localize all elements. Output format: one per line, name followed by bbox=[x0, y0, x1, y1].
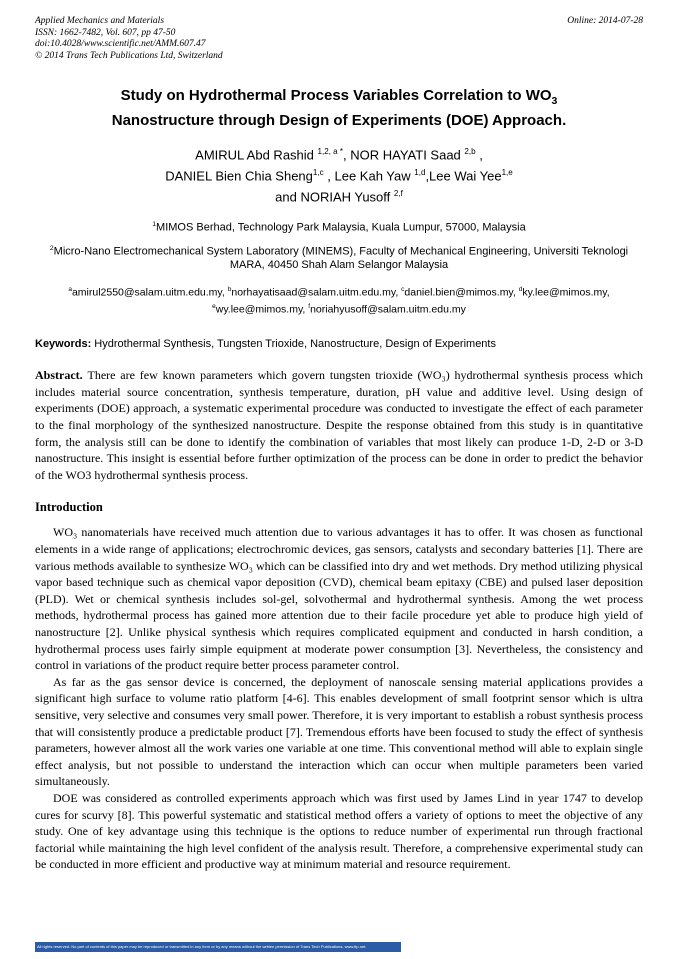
authors-block bbox=[35, 143, 643, 205]
license-bar bbox=[35, 942, 401, 952]
abstract-paragraph: Abstract. There are few known parameters which govern tungsten trioxide (WO₃) hydrothermal synthesis process which includes material source concentration, synthesis temperature, duration, pH value and additive level. Using design of experiments (DOE) approach, a systematic experimental procedure was conducted to investigate the effect of each parameter to the final morphology of the synthesized nanostructure. Despite the response obtained from this study is in quantitative form, the analysis still can be done to identify the combination of variables that most likely can produce 1-D, 2-D or 3-D nanostructure. This insight is essential before further optimization of the process can be done in order to predict the behavior of the WO3 hydrothermal synthesis process. bbox=[35, 368, 644, 482]
intro-paragraph-3: DOE was considered as controlled experiments approach which was first used by James Lind in year 1747 to develop cures for scurvy [8]. This powerful systematic and statistical method offers a variety of options to meet the objective of any study. One of key advantage using this technique is the options to reduce number of experimental run through fractional factorial while maintaining the high level confident of the analysis result. Therefore, a comprehensive experimental study can be conducted in more efficient and productive way at minimum material and resource requirement. bbox=[35, 790, 643, 872]
author-emails: $^a$amirul2550@salam.uitm.edu.my, $^b$norhayatisaad@salam.uitm.edu.my, $^c$daniel.bien@mimos.my, $^d$ky.lee@mimos.my, $^e$wy.lee@mimos.my, $^f$noriahyusoff@salam.uitm.edu.my bbox=[68, 286, 610, 316]
journal-copyright: © 2014 Trans Tech Publications Ltd, Switzerland bbox=[35, 50, 223, 61]
paper-title-line2: Nanostructure through Design of Experiments (DOE) Approach. bbox=[111, 112, 567, 129]
intro-paragraph-1: WO₃ nanomaterials have received much attention due to various advantages it has to offer. It was chosen as functional elements in a wide range of applications; electrochromic devices, gas sensors, catalysts and secondary batteries [1]. There are various methods available to synthesize WO₃ which can be classified into dry and wet methods. Dry method utilizing physical vapor based technique such as chemical vapor deposition (CVD), chemical beam epitaxy (CBE) and pulsed laser deposition (PLD). Wet or chemical synthesis includes sol-gel, solvothermal and hydrothermal synthesis. Among the wet process methods, hydrothermal process has gained more attention due to their facile procedure yet able to produce high yield of nanostructure [2]. Unlike physical synthesis which requires complicated equipment and conducted in harsh condition, a hydrothermal process uses fairly simple equipment at moderate power consumption [3]. Nevertheless, the consistency and control in variations of the product require better process parameter control. bbox=[35, 525, 643, 673]
keywords-line: Keywords: Hydrothermal Synthesis, Tungsten Trioxide, Nanostructure, Design of Experiments bbox=[35, 338, 496, 351]
online-date: Online: 2014-07-28 bbox=[567, 16, 643, 26]
journal-header bbox=[35, 16, 643, 62]
affiliation-2: $^2$Micro-Nano Electromechanical System Laboratory (MINEMS), Faculty of Mechanical Engineering, Universiti Teknologi MARA, 40450 Shah Alam Selangor Malaysia bbox=[49, 244, 629, 271]
paper-title-line1: Study on Hydrothermal Process Variables Correlation to $WO_3$ bbox=[120, 87, 558, 107]
journal-issn: ISSN: 1662-7482, Vol. 607, pp 47-50 bbox=[35, 27, 176, 38]
section-heading-introduction: Introduction bbox=[35, 500, 103, 515]
affiliation-1: $^1$MIMOS Berhad, Technology Park Malaysia, Kuala Lumpur, 57000, Malaysia bbox=[152, 221, 526, 235]
author-line-2: DANIEL Bien Chia Sheng$^{1,c}$ , Lee Kah Yaw $^{1,d}$,Lee Wai Yee$^{1,e}$ bbox=[165, 167, 513, 184]
intro-paragraph-2: As far as the gas sensor device is concerned, the deployment of nanoscale sensing material applications provides a significant high surface to volume ratio platform [4-6]. This enables development of small footprint sensor which is ultra sensitive, very selective and consumes very small power. Therefore, it is very important to establish a robust synthesis process that will consistently produce a predictable product [7]. Tremendous efforts have been focused to study the effect of synthesis parameters, however almost all the work varies one variable at one time. This conventional method will able to explain single effect analysis, but not possible to understand the interaction which can occur when multiple parameters been varied simultaneously. bbox=[35, 674, 643, 789]
author-line-3: and NORIAH Yusoff $^{2,f}$ bbox=[275, 188, 403, 204]
license-text: All rights reserved. No part of contents of this paper may be reproduced or transmitted in any form or by any means without the written permission of Trans Tech Publications, www.ttp.net. bbox=[37, 944, 367, 949]
journal-doi: doi:10.4028/www.scientific.net/AMM.607.47 bbox=[35, 39, 206, 49]
author-line-1: AMIRUL Abd Rashid $^{1,2, a *}$, NOR HAYATI Saad $^{2,b}$ , bbox=[195, 147, 483, 163]
paper-title bbox=[53, 86, 625, 130]
journal-name: Applied Mechanics and Materials bbox=[35, 16, 165, 26]
